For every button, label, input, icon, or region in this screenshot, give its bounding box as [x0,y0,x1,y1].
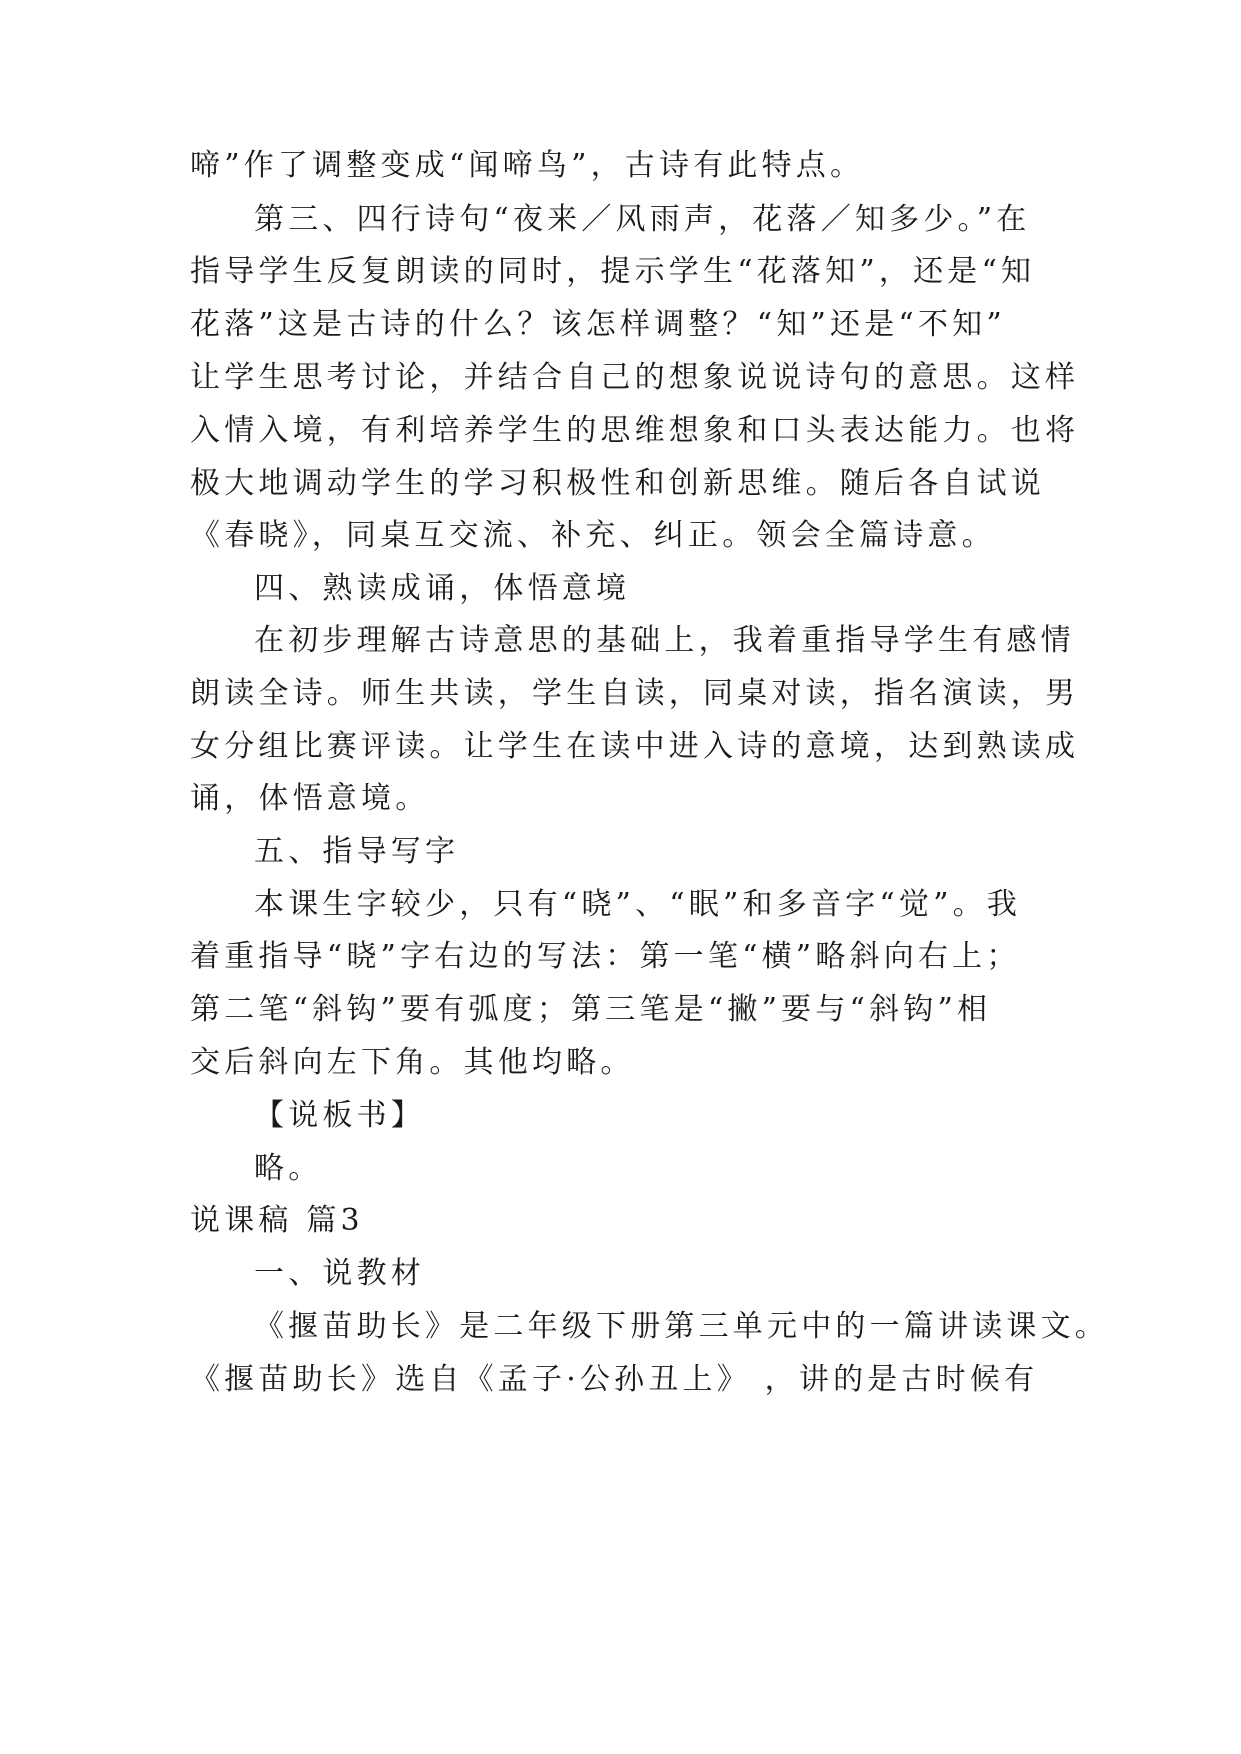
paragraph-first-line: 在初步理解古诗意思的基础上，我着重指导学生有感情 [254,623,1075,658]
section-heading: 【说板书】 [254,1098,425,1133]
text-line: 《揠苗助长》选自《孟子·公孙丑上》 ，讲的是古时候有 [190,1362,1039,1397]
text-line: 入情入境，有利培养学生的思维想象和口头表达能力。也将 [190,413,1080,448]
paragraph-first-line: 本课生字较少，只有“晓”、“眠”和多音字“觉”。我 [254,887,1022,922]
text-line: 第二笔“斜钩”要有弧度；第三笔是“撇”要与“斜钩”相 [190,992,992,1027]
text-line: 朗读全诗。师生共读，学生自读，同桌对读，指名演读，男 [190,676,1080,711]
text-line: 《春晓》，同桌互交流、补充、纠正。领会全篇诗意。 [190,518,996,553]
paragraph-first-line: 《揠苗助长》是二年级下册第三单元中的一篇讲读课文。 [254,1309,1109,1344]
section-heading: 四、熟读成诵，体悟意境 [254,571,631,606]
text-line: 极大地调动学生的学习积极性和创新思维。随后各自试说 [190,466,1045,501]
section-heading: 五、指导写字 [254,834,460,869]
text-line: 女分组比赛评读。让学生在读中进入诗的意境，达到熟读成 [190,729,1080,764]
text-line: 诵，体悟意境。 [190,781,430,816]
document-title: 说课稿 篇3 [190,1203,364,1238]
text-line: 花落”这是古诗的什么？该怎样调整？“知”还是“不知” [190,307,1006,342]
text-line: 啼”作了调整变成“闻啼鸟”，古诗有此特点。 [190,148,865,183]
text-line: 略。 [254,1151,323,1186]
paragraph-first-line: 第三、四行诗句“夜来／风雨声，花落／知多少。”在 [254,202,1031,237]
section-heading: 一、说教材 [254,1256,425,1291]
text-line: 着重指导“晓”字右边的写法：第一笔“横”略斜向右上； [190,939,1021,974]
text-line: 指导学生反复朗读的同时，提示学生“花落知”，还是“知 [190,254,1036,289]
text-line: 让学生思考讨论，并结合自己的想象说说诗句的意思。这样 [190,360,1080,395]
text-line: 交后斜向左下角。其他均略。 [190,1045,635,1080]
